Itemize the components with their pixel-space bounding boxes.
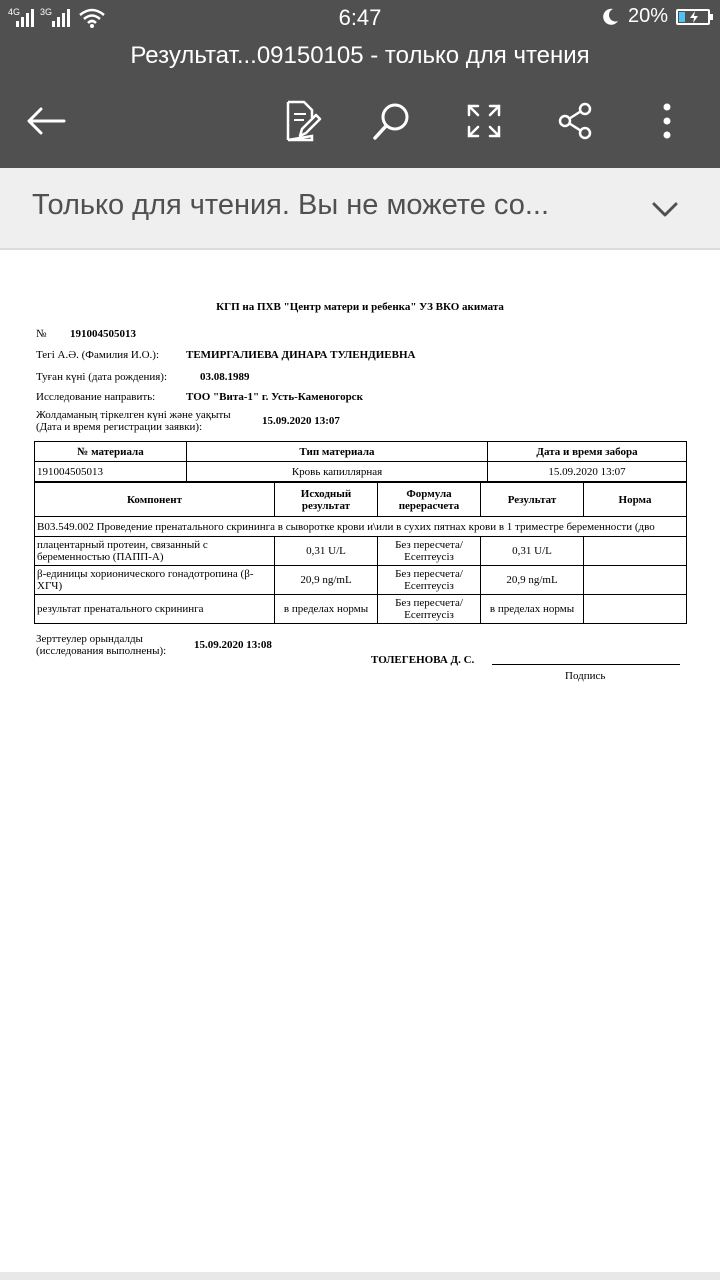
norm-cell: [584, 537, 687, 566]
formula-cell: [378, 595, 481, 624]
results-section-row: [35, 517, 687, 537]
formula-line1: Без пересчета/: [395, 597, 463, 609]
results-table: [34, 482, 687, 624]
material-table-header: [35, 442, 687, 462]
formula-header-line1: Формула: [406, 487, 452, 500]
edit-button[interactable]: [277, 96, 327, 146]
completed-label-1: Зерттеулер орындалды: [36, 633, 143, 645]
number-value: 191004505013: [70, 328, 136, 340]
material-number-header: № материала: [35, 442, 187, 462]
table-row: [35, 566, 687, 595]
component-cell: результат пренатального скрининга: [35, 595, 275, 624]
result-cell: 20,9 ng/mL: [481, 566, 584, 595]
registration-label-1: Жолдаманың тіркелген күні және уақыты: [36, 409, 231, 421]
search-icon: [372, 101, 412, 141]
material-number: 191004505013: [35, 462, 187, 482]
material-type-header: Тип материала: [187, 442, 488, 462]
component-header: Компонент: [35, 483, 275, 517]
material-table-row: [35, 462, 687, 482]
more-vert-icon: [662, 103, 672, 139]
formula-header-line2: перерасчета: [398, 499, 460, 512]
app-toolbar: [0, 36, 720, 168]
table-row: [35, 537, 687, 566]
norm-cell: [584, 566, 687, 595]
initial-result-cell: в пределах нормы: [275, 595, 378, 624]
fullscreen-icon: [466, 103, 502, 139]
document-header: КГП на ПХВ "Центр матери и ребенка" УЗ ВКО акимата: [216, 301, 504, 313]
search-button[interactable]: [367, 96, 417, 146]
battery-percent: 20%: [627, 5, 668, 27]
formula-line2: Есептеусіз: [404, 580, 454, 592]
formula-line2: Есептеусіз: [404, 551, 454, 563]
material-table: [34, 441, 687, 482]
completed-label-2: (исследования выполнены):: [36, 645, 167, 657]
status-bar: [0, 0, 720, 36]
results-table-header: [35, 483, 687, 517]
edit-document-icon: [282, 100, 322, 142]
share-button[interactable]: [550, 96, 600, 146]
status-right: [600, 5, 710, 28]
initial-result-header-line2: результат: [301, 499, 351, 512]
share-icon: [555, 101, 595, 141]
do-not-disturb-moon-icon: [600, 7, 620, 27]
material-type: Кровь капиллярная: [187, 462, 488, 482]
formula-cell: [378, 537, 481, 566]
name-label: Тегі А.Ә. (Фамилия И.О.):: [36, 349, 160, 361]
referral-value: ТОО "Вита-1" г. Усть-Каменогорск: [186, 391, 363, 403]
collection-date-header: Дата и время забора: [488, 442, 687, 462]
chevron-down-icon[interactable]: [650, 196, 680, 222]
completed-value: 15.09.2020 13:08: [194, 639, 272, 651]
referral-label: Исследование направить:: [36, 391, 156, 403]
formula-cell: [378, 566, 481, 595]
initial-result-cell: 0,31 U/L: [275, 537, 378, 566]
formula-header: [378, 483, 481, 517]
signature-line: [492, 664, 680, 665]
result-cell: в пределах нормы: [481, 595, 584, 624]
component-cell: плацентарный протеин, связанный с беременностью (ПАПП-А): [35, 537, 275, 566]
result-header: Результат: [481, 483, 584, 517]
norm-header: Норма: [584, 483, 687, 517]
battery-level-fill: [679, 12, 685, 22]
component-cell: β-единицы хорионического гонадотропина (β-ХГЧ): [35, 566, 275, 595]
table-row: [35, 595, 687, 624]
number-label: №: [36, 328, 47, 340]
collection-date: 15.09.2020 13:07: [488, 462, 687, 482]
registration-value: 15.09.2020 13:07: [262, 415, 340, 427]
bottom-edge: [0, 1272, 720, 1280]
formula-line2: Есептеусіз: [404, 609, 454, 621]
read-only-banner[interactable]: [0, 168, 720, 250]
more-options-button[interactable]: [642, 96, 692, 146]
initial-result-header-line1: Исходный: [300, 487, 352, 500]
fullscreen-button[interactable]: [459, 96, 509, 146]
norm-cell: [584, 595, 687, 624]
back-arrow-icon: [26, 106, 66, 136]
back-button[interactable]: [21, 96, 71, 146]
patient-name: ТЕМИРГАЛИЕВА ДИНАРА ТУЛЕНДИЕВНА: [186, 349, 416, 361]
document-page: [0, 252, 720, 1272]
formula-line1: Без пересчета/: [395, 539, 463, 551]
initial-result-header: [275, 483, 378, 517]
clock: 6:47: [338, 5, 382, 30]
battery-icon: [676, 9, 710, 25]
formula-line1: Без пересчета/: [395, 568, 463, 580]
result-cell: 0,31 U/L: [481, 537, 584, 566]
initial-result-cell: 20,9 ng/mL: [275, 566, 378, 595]
signer-name: ТОЛЕГЕНОВА Д. С.: [371, 654, 475, 666]
registration-label-2: (Дата и время регистрации заявки):: [36, 421, 203, 433]
network-type-1: 4G: [8, 7, 21, 17]
network-type-2: 3G: [40, 7, 53, 17]
dob-value: 03.08.1989: [200, 371, 250, 383]
dob-label: Туған күні (дата рождения):: [36, 371, 168, 383]
section-title: B03.549.002 Проведение пренатального скрининга в сыворотке крови и\или в сухих пятнах крови в 1 триместре беременности (дво: [35, 517, 687, 537]
document-title: Результат...09150105 - только для чтения: [130, 42, 590, 69]
signature-label: Подпись: [565, 670, 606, 682]
read-only-message: Только для чтения. Вы не можете со...: [32, 189, 550, 221]
